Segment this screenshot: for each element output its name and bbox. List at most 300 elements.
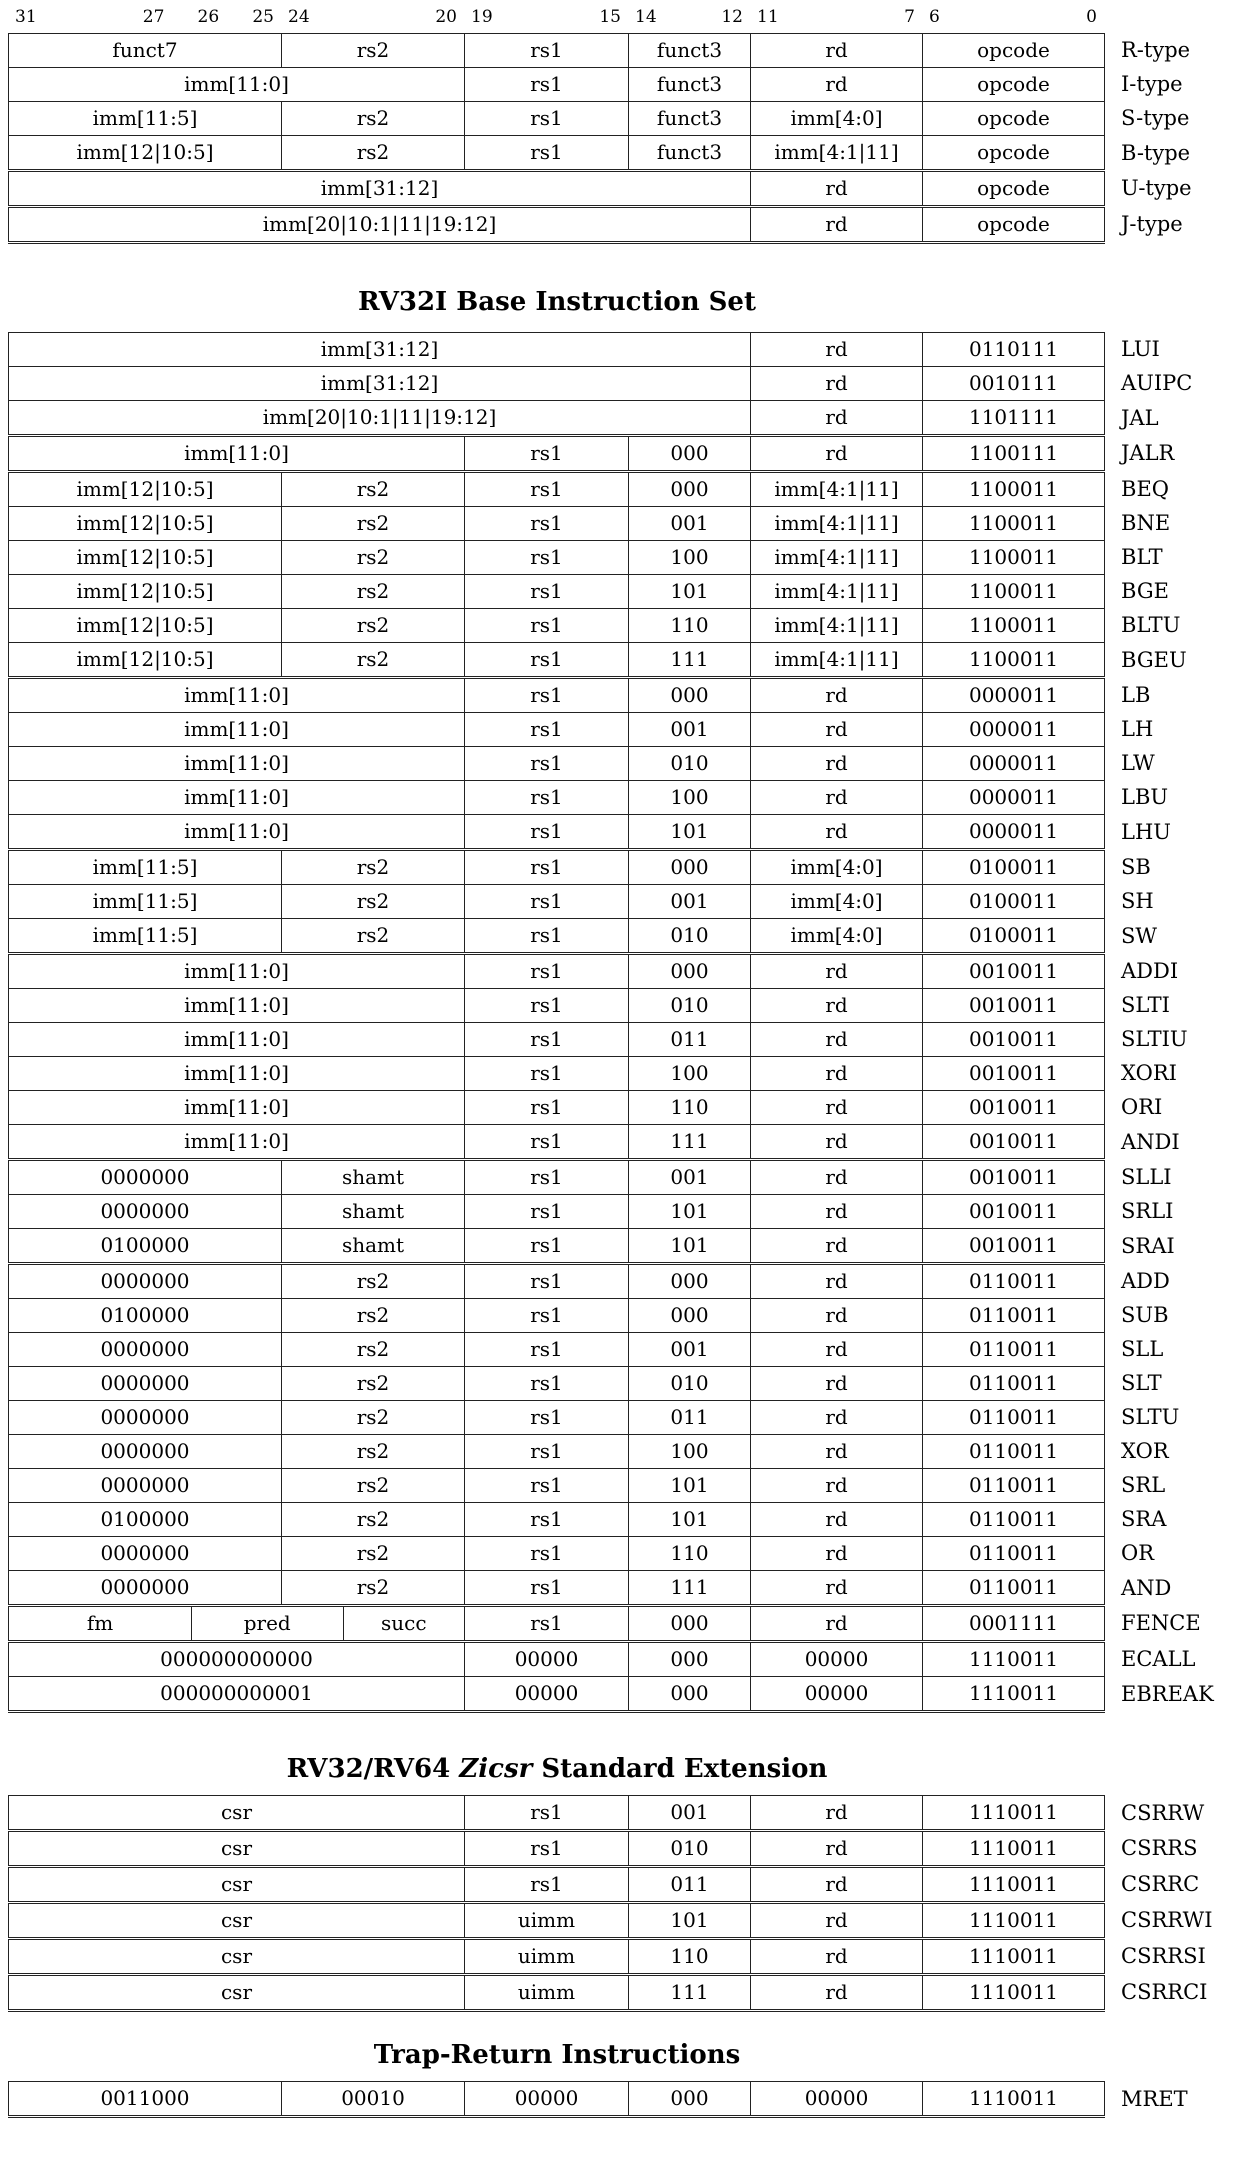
field-cell: rs2 [282, 850, 465, 885]
field-cell: imm[11:0] [9, 954, 465, 989]
field-cell: csr [9, 1939, 465, 1975]
instruction-label: ANDI [1121, 1129, 1180, 1154]
instruction-label: SB [1121, 854, 1151, 879]
zicsr-table-section [8, 1795, 1252, 2012]
field-cell: 1110011 [923, 1642, 1105, 1677]
instruction-label: SRA [1121, 1507, 1167, 1531]
instruction-format-table-section [8, 33, 1252, 244]
field-cell: rs2 [282, 919, 465, 954]
field-cell: rs2 [282, 1367, 465, 1401]
field-cell: 1110011 [923, 1939, 1105, 1975]
field-cell: imm[31:12] [9, 333, 751, 367]
field-cell: imm[11:0] [9, 989, 465, 1023]
instruction-label: AUIPC [1121, 371, 1193, 395]
bit-number: 26 [197, 7, 220, 27]
field-cell: rd [751, 1125, 923, 1160]
field-cell: 1100011 [923, 575, 1105, 609]
field-cell: 111 [629, 643, 751, 678]
field-cell: rs1 [465, 34, 629, 68]
field-cell: funct7 [9, 34, 282, 68]
table-row [9, 1831, 1252, 1867]
bit-number: 20 [435, 7, 457, 27]
field-cell: 000000000000 [9, 1642, 465, 1677]
field-cell: imm[4:1|11] [751, 575, 923, 609]
instruction-label: U-type [1121, 176, 1192, 200]
field-cell: rs2 [282, 609, 465, 643]
field-cell: 00000 [751, 2082, 923, 2117]
instruction-label: ECALL [1121, 1646, 1196, 1671]
field-cell: 111 [629, 1975, 751, 2011]
field-cell: rd [751, 1903, 923, 1939]
instruction-label: OR [1121, 1541, 1155, 1565]
instruction-label: MRET [1121, 2086, 1188, 2111]
table-row [9, 1903, 1252, 1939]
field-cell: rs1 [465, 68, 629, 102]
table-row [9, 815, 1252, 850]
field-cell: rs1 [465, 1333, 629, 1367]
field-cell: csr [9, 1831, 465, 1867]
field-cell: csr [9, 1867, 465, 1903]
field-cell: opcode [923, 207, 1105, 243]
field-cell: rd [751, 1831, 923, 1867]
field-cell: 0010011 [923, 989, 1105, 1023]
field-cell: rs2 [282, 102, 465, 136]
table-row [9, 781, 1252, 815]
field-cell: 011 [629, 1401, 751, 1435]
field-cell: fm [86, 1611, 114, 1635]
field-cell: rd [751, 1537, 923, 1571]
field-cell: rs2 [282, 1503, 465, 1537]
field-cell: rs1 [465, 781, 629, 815]
field-cell: rs2 [282, 507, 465, 541]
field-cell: rs1 [465, 1537, 629, 1571]
field-cell: 001 [629, 713, 751, 747]
table-row [9, 1939, 1252, 1975]
field-cell: 0001111 [923, 1606, 1105, 1642]
spacer [940, 6, 1086, 28]
field-cell: imm[31:12] [9, 171, 751, 207]
field-cell: 0010111 [923, 367, 1105, 401]
field-cell: 0010011 [923, 1057, 1105, 1091]
field-cell: rd [751, 747, 923, 781]
field-cell: opcode [923, 68, 1105, 102]
field-cell: rs1 [465, 436, 629, 472]
table-row [9, 171, 1252, 207]
field-cell: rd [751, 815, 923, 850]
field-cell: rs1 [465, 713, 629, 747]
field-cell: rd [751, 678, 923, 713]
spacer [657, 6, 722, 28]
table-row [9, 2082, 1252, 2117]
field-cell: rs2 [282, 541, 465, 575]
field-cell: 010 [629, 747, 751, 781]
field-cell: shamt [282, 1195, 465, 1229]
field-cell: 000 [629, 1299, 751, 1333]
title-text: Trap-Return Instructions [373, 2040, 741, 2070]
field-cell: imm[11:0] [9, 68, 465, 102]
title-text: Standard Extension [532, 1754, 828, 1784]
instruction-label: I-type [1121, 72, 1183, 96]
field-cell: 1100011 [923, 507, 1105, 541]
field-cell: imm[12|10:5] [9, 575, 282, 609]
field-cell: imm[11:5] [9, 850, 282, 885]
table-row [9, 1469, 1252, 1503]
field-cell: rs1 [465, 1831, 629, 1867]
bit-number: 11 [757, 7, 779, 27]
table-row [9, 1299, 1252, 1333]
field-cell: 1110011 [923, 1867, 1105, 1903]
field-cell: rs1 [465, 1160, 629, 1195]
table-row [9, 1642, 1252, 1677]
field-cell: rd [751, 1435, 923, 1469]
field-cell: 0000000 [9, 1195, 282, 1229]
field-cell: 000 [629, 678, 751, 713]
spacer [37, 6, 143, 28]
table-row [9, 68, 1252, 102]
field-cell: 110 [629, 1537, 751, 1571]
field-cell: imm[11:0] [9, 815, 465, 850]
field-cell: 00000 [751, 1677, 923, 1712]
bit-number: 24 [288, 7, 310, 27]
field-cell: 0000011 [923, 678, 1105, 713]
field-cell: 1100111 [923, 436, 1105, 472]
instruction-label: EBREAK [1121, 1681, 1214, 1706]
field-cell: rd [751, 1469, 923, 1503]
field-cell: 00000 [465, 1677, 629, 1712]
field-cell: imm[11:0] [9, 678, 465, 713]
field-cell: 1100011 [923, 541, 1105, 575]
field-cell: 0110011 [923, 1435, 1105, 1469]
field-cell: rs1 [465, 1264, 629, 1299]
field-cell: 010 [629, 989, 751, 1023]
table-row [9, 1796, 1252, 1831]
field-cell: rd [751, 68, 923, 102]
instruction-label: LH [1121, 717, 1154, 741]
field-cell: 000 [629, 954, 751, 989]
field-cell: rs2 [282, 34, 465, 68]
field-cell: rd [751, 1299, 923, 1333]
field-cell: rs1 [465, 989, 629, 1023]
instruction-label: BGE [1121, 579, 1169, 603]
field-cell: imm[11:0] [9, 1125, 465, 1160]
field-cell: imm[4:0] [751, 919, 923, 954]
field-cell: 0110011 [923, 1537, 1105, 1571]
field-cell: 100 [629, 1057, 751, 1091]
table-row [9, 989, 1252, 1023]
field-cell: 1100011 [923, 609, 1105, 643]
field-cell: opcode [923, 102, 1105, 136]
instruction-label: CSRRCI [1121, 1980, 1208, 2004]
table-row [9, 1333, 1252, 1367]
field-cell: rd [751, 1091, 923, 1125]
field-cell: 000 [629, 436, 751, 472]
table-row [9, 367, 1252, 401]
field-cell: rd [751, 34, 923, 68]
field-cell: 101 [629, 575, 751, 609]
table-row [9, 102, 1252, 136]
field-cell: 100 [629, 541, 751, 575]
field-cell: rs2 [282, 1571, 465, 1606]
field-cell: rd [751, 713, 923, 747]
field-cell: shamt [282, 1229, 465, 1264]
field-cell: imm[20|10:1|11|19:12] [9, 401, 751, 436]
field-cell: rs1 [465, 1571, 629, 1606]
field-cell: rs2 [282, 575, 465, 609]
field-cell: 0110011 [923, 1469, 1105, 1503]
rv32i-table-section [8, 332, 1252, 1713]
table-row [9, 850, 1252, 885]
instruction-label: ORI [1121, 1095, 1163, 1119]
sub-field-group [9, 1607, 464, 1640]
field-cell: uimm [465, 1903, 629, 1939]
table-row [9, 333, 1252, 367]
field-cell: 000000000001 [9, 1677, 465, 1712]
field-cell: rs2 [282, 1299, 465, 1333]
field-cell: 1110011 [923, 1975, 1105, 2011]
instruction-label: ADD [1121, 1268, 1170, 1293]
field-cell: rs1 [465, 678, 629, 713]
field-cell: csr [9, 1975, 465, 2011]
field-cell: funct3 [629, 34, 751, 68]
field-cell: uimm [465, 1939, 629, 1975]
field-cell: imm[11:0] [9, 713, 465, 747]
table-row [9, 1023, 1252, 1057]
instruction-label: SRAI [1121, 1233, 1175, 1258]
field-cell: 000 [629, 472, 751, 507]
field-cell: csr [9, 1903, 465, 1939]
title-italic-text: Zicsr [459, 1754, 533, 1784]
title-text: RV32/RV64 [286, 1754, 460, 1784]
field-cell: 00000 [465, 1642, 629, 1677]
field-cell: 0100011 [923, 919, 1105, 954]
field-cell: imm[12|10:5] [9, 472, 282, 507]
field-cell: shamt [282, 1160, 465, 1195]
field-cell: imm[4:1|11] [751, 136, 923, 171]
field-cell: 000 [629, 2082, 751, 2117]
table-row [9, 541, 1252, 575]
spacer [219, 6, 252, 28]
spacer [164, 6, 197, 28]
field-cell: imm[20|10:1|11|19:12] [9, 207, 751, 243]
field-cell: funct3 [629, 68, 751, 102]
field-cell: 0000000 [9, 1401, 282, 1435]
instruction-label: LUI [1121, 337, 1160, 361]
field-cell: 110 [629, 1939, 751, 1975]
field-cell: imm[4:1|11] [751, 541, 923, 575]
field-cell: rs2 [282, 1435, 465, 1469]
field-cell: rs1 [465, 850, 629, 885]
field-cell: 0010011 [923, 1091, 1105, 1125]
field-cell: imm[12|10:5] [9, 136, 282, 171]
field-cell: 101 [629, 1903, 751, 1939]
field-cell: 101 [629, 815, 751, 850]
field-cell: imm[11:0] [9, 1057, 465, 1091]
field-cell: rs1 [465, 1299, 629, 1333]
field-cell: imm[4:0] [751, 850, 923, 885]
field-cell: rd [751, 1606, 923, 1642]
table-row [9, 678, 1252, 713]
field-cell: 0000011 [923, 815, 1105, 850]
field-cell: rs2 [282, 885, 465, 919]
field-cell: rs1 [465, 815, 629, 850]
field-cell: rd [751, 1503, 923, 1537]
field-cell: rs1 [465, 643, 629, 678]
instruction-label: SLTIU [1121, 1027, 1188, 1051]
field-cell: 1110011 [923, 1831, 1105, 1867]
field-cell: 0010011 [923, 1229, 1105, 1264]
bit-segment [922, 6, 1104, 28]
field-cell: imm[4:1|11] [751, 609, 923, 643]
trap-return-table [8, 2081, 1252, 2118]
field-cell: rd [751, 1975, 923, 2011]
field-cell: rs2 [282, 1401, 465, 1435]
trap-return-table-section [8, 2081, 1252, 2118]
field-cell: funct3 [629, 102, 751, 136]
field-cell: 010 [629, 1831, 751, 1867]
field-cell: 0010011 [923, 954, 1105, 989]
bit-number: 6 [929, 7, 940, 27]
field-cell: 0000000 [9, 1571, 282, 1606]
table-row [9, 954, 1252, 989]
field-cell: rs1 [465, 1229, 629, 1264]
field-cell: 110 [629, 1091, 751, 1125]
field-cell: 0110011 [923, 1333, 1105, 1367]
field-cell: opcode [923, 171, 1105, 207]
field-cell: rs2 [282, 1537, 465, 1571]
table-row [9, 643, 1252, 678]
field-cell: rs2 [282, 643, 465, 678]
field-cell: rd [751, 1571, 923, 1606]
field-cell: 0100011 [923, 885, 1105, 919]
field-cell: 0000000 [9, 1367, 282, 1401]
field-cell: 0000011 [923, 747, 1105, 781]
field-cell: rs1 [465, 1367, 629, 1401]
field-cell: rs1 [465, 1023, 629, 1057]
field-cell: 0110011 [923, 1264, 1105, 1299]
field-cell: 101 [629, 1503, 751, 1537]
field-cell: rd [751, 171, 923, 207]
field-cell: imm[11:0] [9, 436, 465, 472]
field-cell: rs1 [465, 1435, 629, 1469]
field-cell: rs1 [465, 541, 629, 575]
field-cell: 111 [629, 1571, 751, 1606]
field-cell: 0110011 [923, 1367, 1105, 1401]
field-cell: imm[11:0] [9, 1091, 465, 1125]
instruction-label: LBU [1121, 785, 1169, 809]
field-cell: imm[12|10:5] [9, 609, 282, 643]
instruction-label: SH [1121, 889, 1154, 913]
instruction-label: CSRRS [1121, 1836, 1198, 1860]
instruction-label: XORI [1121, 1061, 1177, 1085]
field-cell: rs1 [465, 1057, 629, 1091]
instruction-label: S-type [1121, 106, 1190, 130]
field-cell: 0100000 [9, 1229, 282, 1264]
instruction-label: CSRRSI [1121, 1944, 1206, 1968]
field-cell: pred [191, 1607, 343, 1640]
field-cell: 00000 [751, 1642, 923, 1677]
instruction-label: SRL [1121, 1473, 1166, 1497]
field-cell: rs1 [465, 1401, 629, 1435]
field-cell: rs1 [465, 1091, 629, 1125]
field-cell: opcode [923, 34, 1105, 68]
field-cell: 001 [629, 507, 751, 541]
field-cell: imm[4:0] [751, 885, 923, 919]
field-cell: rd [751, 1229, 923, 1264]
bit-number: 12 [721, 7, 743, 27]
fence-fields-cell [9, 1606, 465, 1642]
field-cell: 010 [629, 919, 751, 954]
instruction-label: CSRRW [1121, 1800, 1205, 1825]
table-row [9, 34, 1252, 68]
field-cell: 1110011 [923, 1903, 1105, 1939]
field-cell: rs2 [282, 472, 465, 507]
field-cell: 000 [629, 1606, 751, 1642]
field-cell: imm[11:0] [9, 781, 465, 815]
field-cell: imm[12|10:5] [9, 643, 282, 678]
field-cell: 1110011 [923, 1677, 1105, 1712]
field-cell: imm[11:0] [9, 747, 465, 781]
table-row [9, 1160, 1252, 1195]
field-cell: 111 [629, 1125, 751, 1160]
rv32i-base-instruction-table [8, 332, 1252, 1713]
field-cell: 0010011 [923, 1195, 1105, 1229]
field-cell: 000 [629, 1264, 751, 1299]
field-cell: rd [751, 367, 923, 401]
field-cell: rs1 [465, 919, 629, 954]
field-cell: imm[31:12] [9, 367, 751, 401]
field-cell: 011 [629, 1867, 751, 1903]
field-cell: rd [751, 1160, 923, 1195]
field-cell: rd [751, 1939, 923, 1975]
field-cell: 0100000 [9, 1503, 282, 1537]
field-cell: 0000000 [9, 1469, 282, 1503]
field-cell: 0100000 [9, 1299, 282, 1333]
field-cell: 000 [629, 1642, 751, 1677]
field-cell: 00000 [465, 2082, 629, 2117]
field-cell: 011 [629, 1023, 751, 1057]
field-cell: 101 [629, 1195, 751, 1229]
table-row [9, 436, 1252, 472]
bit-number: 7 [904, 7, 915, 27]
table-row [9, 919, 1252, 954]
field-cell: 0000000 [9, 1333, 282, 1367]
field-cell: 0110111 [923, 333, 1105, 367]
instruction-label: SLT [1121, 1371, 1162, 1395]
bit-segment [750, 6, 922, 28]
field-cell: rd [751, 1867, 923, 1903]
table-row [9, 1867, 1252, 1903]
field-cell: rs1 [465, 954, 629, 989]
field-cell: rd [751, 781, 923, 815]
bit-segment [628, 6, 750, 28]
field-cell: imm[12|10:5] [9, 541, 282, 575]
bit-number: 31 [15, 7, 37, 27]
field-cell: rd [751, 436, 923, 472]
table-row [9, 1537, 1252, 1571]
field-cell: 000 [629, 1677, 751, 1712]
bit-number: 25 [252, 7, 274, 27]
field-cell: rs1 [465, 507, 629, 541]
field-cell: rd [751, 1057, 923, 1091]
instruction-label: XOR [1121, 1439, 1169, 1463]
table-row [9, 1091, 1252, 1125]
field-cell: 0000000 [9, 1435, 282, 1469]
field-cell: rd [751, 1401, 923, 1435]
field-cell: rs2 [282, 1333, 465, 1367]
field-cell: rd [751, 954, 923, 989]
field-cell: succ [343, 1607, 464, 1640]
table-row [9, 1571, 1252, 1606]
